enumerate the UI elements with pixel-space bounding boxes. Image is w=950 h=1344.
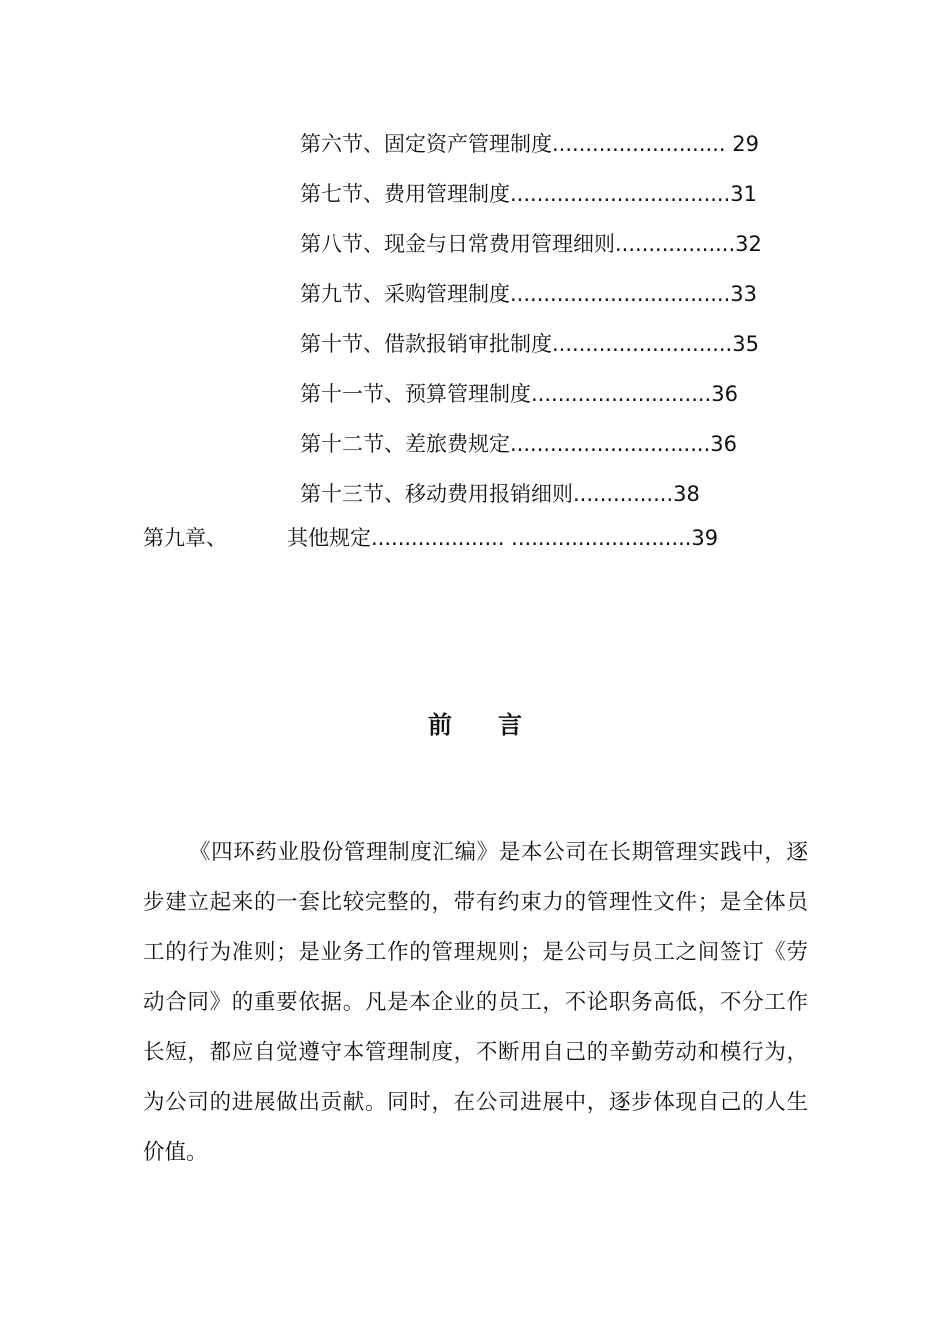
- toc-chapter-9-title: 其他规定.................... ...........................39: [287, 526, 719, 550]
- toc-section-11: 第十一节、预算管理制度...........................36: [300, 382, 738, 406]
- toc-section-12: 第十二节、差旅费规定..............................36: [300, 432, 737, 456]
- toc-section-8: 第八节、现金与日常费用管理细则..................32: [300, 232, 762, 256]
- toc-chapter-9-number: 第九章、: [143, 526, 227, 550]
- toc-section-10: 第十节、借款报销审批制度...........................35: [300, 332, 759, 356]
- toc-section-7: 第七节、费用管理制度.................................31: [300, 182, 758, 206]
- toc-section-6: 第六节、固定资产管理制度.......................... 29: [300, 132, 759, 156]
- preface-body: 《四环药业股份管理制度汇编》是本公司在长期管理实践中，逐步建立起来的一套比较完整的，带有约束力的管理性文件；是全体员工的行为准则；是业务工作的管理规则；是公司与员工之间签订《劳动合同》的重要依据。凡是本企业的员工，不论职务高低，不分工作长短，都应自觉遵守本管理制度，不断用自己的辛勤劳动和模行为，为公司的进展做出贡献。同时，在公司进展中，逐步体现自己的人生价值。: [143, 840, 808, 1165]
- preface-heading: 前言: [428, 711, 568, 739]
- toc-section-13: 第十三节、移动费用报销细则...............38: [300, 482, 700, 506]
- toc-section-9: 第九节、采购管理制度.................................33: [300, 282, 758, 306]
